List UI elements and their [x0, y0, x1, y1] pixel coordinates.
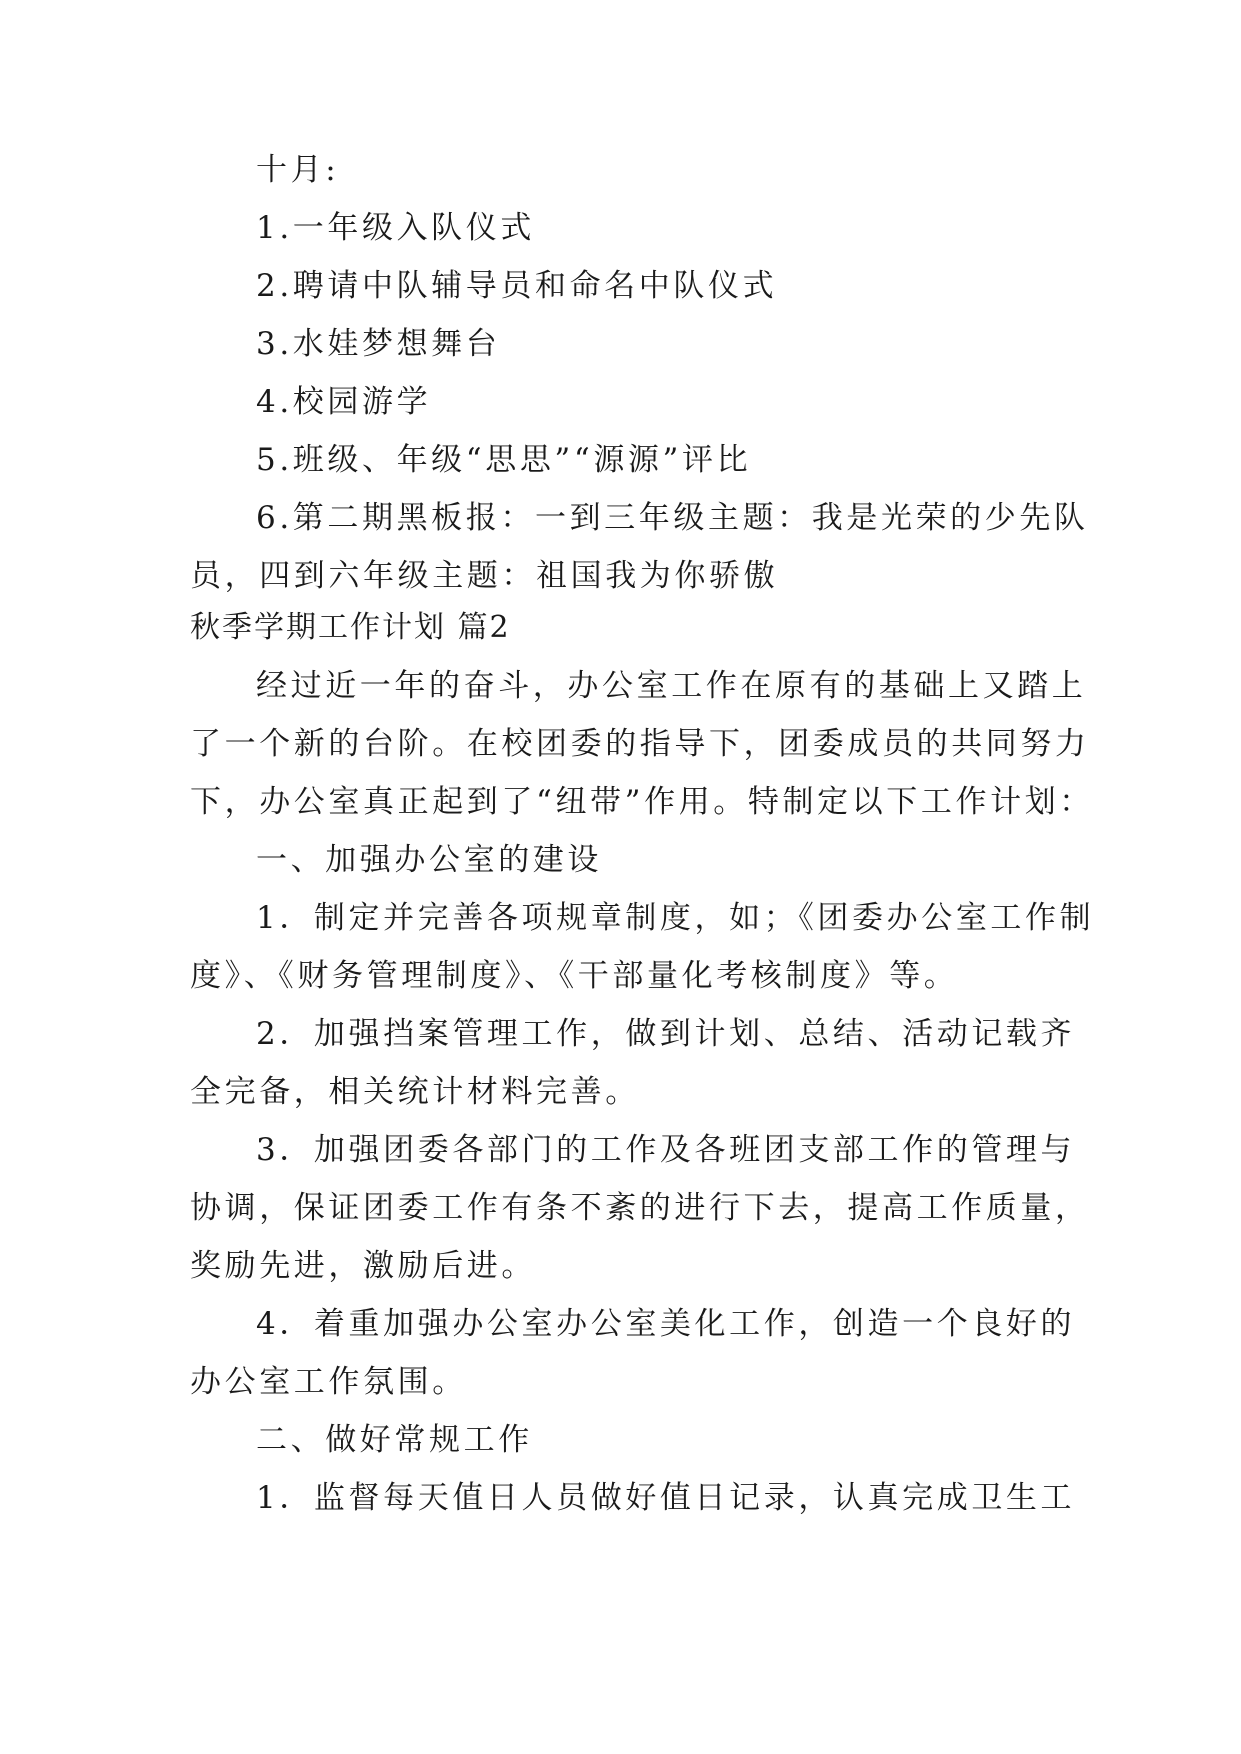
list-item: 6.第二期黑板报：一到三年级主题：我是光荣的少先队: [256, 500, 1089, 536]
subheading: 一、加强办公室的建设: [256, 842, 602, 878]
paragraph-line: 1．监督每天值日人员做好值日记录，认真完成卫生工: [256, 1480, 1076, 1516]
list-item: 1.一年级入队仪式: [256, 210, 535, 246]
intro-paragraph-line: 了一个新的台阶。在校团委的指导下，团委成员的共同努力: [190, 726, 1090, 762]
paragraph-line: 4．着重加强办公室办公室美化工作，创造一个良好的: [256, 1306, 1076, 1342]
subheading: 二、做好常规工作: [256, 1422, 533, 1458]
list-item: 4.校园游学: [256, 384, 432, 420]
intro-paragraph-line: 下，办公室真正起到了“纽带”作用。特制定以下工作计划：: [190, 784, 1094, 820]
paragraph-line: 全完备，相关统计材料完善。: [190, 1074, 640, 1110]
list-item: 2.聘请中队辅导员和命名中队仪式: [256, 268, 778, 304]
paragraph-line: 2．加强挡案管理工作，做到计划、总结、活动记载齐: [256, 1016, 1076, 1052]
paragraph-line: 奖励先进，激励后进。: [190, 1248, 536, 1284]
list-item: 5.班级、年级“思思”“源源”评比: [256, 442, 752, 478]
intro-paragraph-line: 经过近一年的奋斗，办公室工作在原有的基础上又踏上: [256, 668, 1087, 704]
list-item: 3.水娃梦想舞台: [256, 326, 501, 362]
paragraph-line: 1．制定并完善各项规章制度，如；《团委办公室工作制: [256, 900, 1095, 936]
paragraph-line: 协调，保证团委工作有条不紊的进行下去，提高工作质量，: [190, 1190, 1090, 1226]
paragraph-line: 3．加强团委各部门的工作及各班团支部工作的管理与: [256, 1132, 1076, 1168]
section-title: 秋季学期工作计划 篇2: [190, 610, 511, 645]
month-label: 十月:: [256, 152, 340, 188]
list-item-continuation: 员，四到六年级主题：祖国我为你骄傲: [190, 558, 779, 594]
paragraph-line: 办公室工作氛围。: [190, 1364, 467, 1400]
paragraph-line: 度》、《财务管理制度》、《干部量化考核制度》等。: [190, 958, 959, 994]
